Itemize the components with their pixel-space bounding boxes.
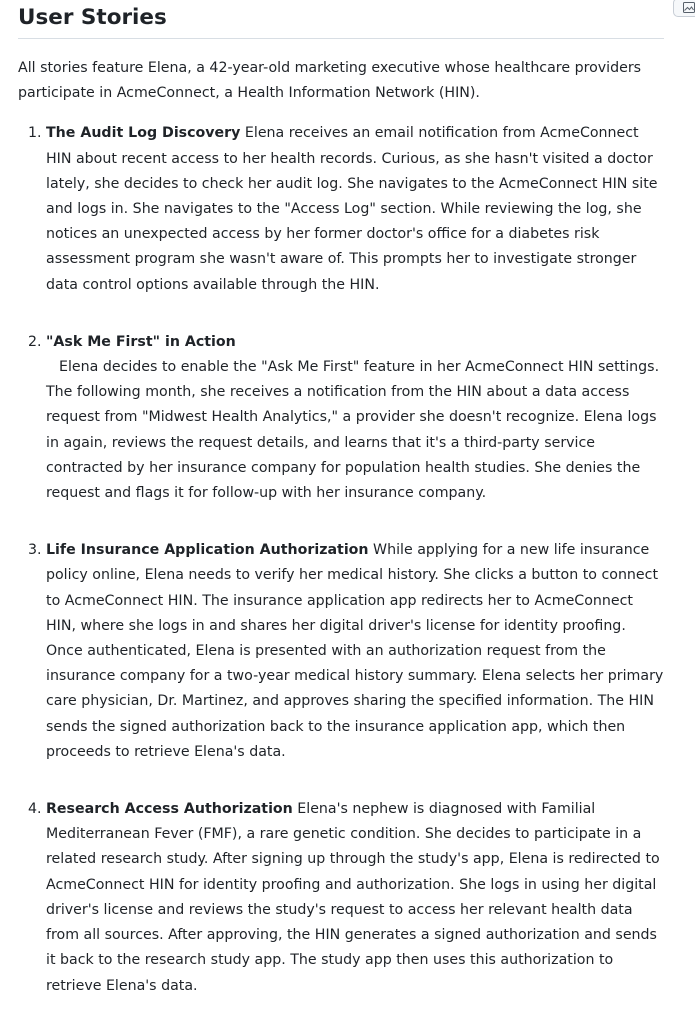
story-body: Elena's nephew is diagnosed with Familial Mediterranean Fever (FMF), a rare genetic condition. She decides to participate in a related research study. After signing up through the study's app, Elena is redirected to AcmeConnect HIN for identity proofing and authorization. She logs in using her digital driver's license and reviews the study's request to access her relevant health data from all sources. After approving, the HIN generates a signed authorization and sends it back to the research study app. The study app then uses this authorization to retrieve Elena's data.	[46, 801, 660, 994]
image-icon	[683, 2, 695, 13]
list-item	[46, 797, 664, 999]
page-title: User Stories	[18, 4, 664, 39]
story-title: 2. "Ask Me First" in Action	[46, 333, 236, 350]
list-item	[46, 121, 664, 297]
story-body: Elena decides to enable the "Ask Me First" feature in her AcmeConnect HIN settings. The following month, she receives a notification from the HIN about a data access request from "Midwest Health Analytics," a provider she doesn't recognize. Elena logs in again, reviews the request details, and learns that it's a third-party service contracted by her insurance company for population health studies. She denies the request and flags it for follow-up with her insurance company.	[46, 359, 660, 502]
story-title: Research Access Authorization	[46, 801, 293, 818]
story-body: Elena receives an email notification from AcmeConnect HIN about recent access to her health records. Curious, as she hasn't visited a doctor lately, she decides to check her audit log. She navigates to the AcmeConnect HIN site and logs in. She navigates to the "Access Log" section. While reviewing the log, she notices an unexpected access by her former doctor's office for a diabetes risk assessment program she wasn't aware of. This prompts her to investigate stronger data control options available through the HIN.	[46, 125, 658, 293]
list-item	[46, 330, 664, 506]
story-list	[18, 121, 664, 998]
list-item	[46, 538, 664, 765]
document	[18, 0, 664, 1031]
story-body: While applying for a new life insurance policy online, Elena needs to verify her medical history. She clicks a button to connect to AcmeConnect HIN. The insurance application app redirects her to AcmeConnect HIN, where she logs in and shares her digital driver's license for identity proofing. Once authenticated, Elena is presented with an authorization request from the insurance company for a two-year medical history summary. Elena selects her primary care physician, Dr. Martinez, and approves sharing the specified information. The HIN sends the signed authorization back to the insurance application app, which then proceeds to retrieve Elena's data.	[46, 542, 664, 760]
story-title: The Audit Log Discovery	[46, 125, 241, 142]
story-title: Life Insurance Application Authorization	[46, 542, 369, 559]
image-toolbar-button[interactable]	[673, 0, 695, 17]
intro-paragraph: All stories feature Elena, a 42-year-old marketing executive whose healthcare providers participate in AcmeConnect, a Health Information Network (HIN).	[18, 60, 642, 102]
